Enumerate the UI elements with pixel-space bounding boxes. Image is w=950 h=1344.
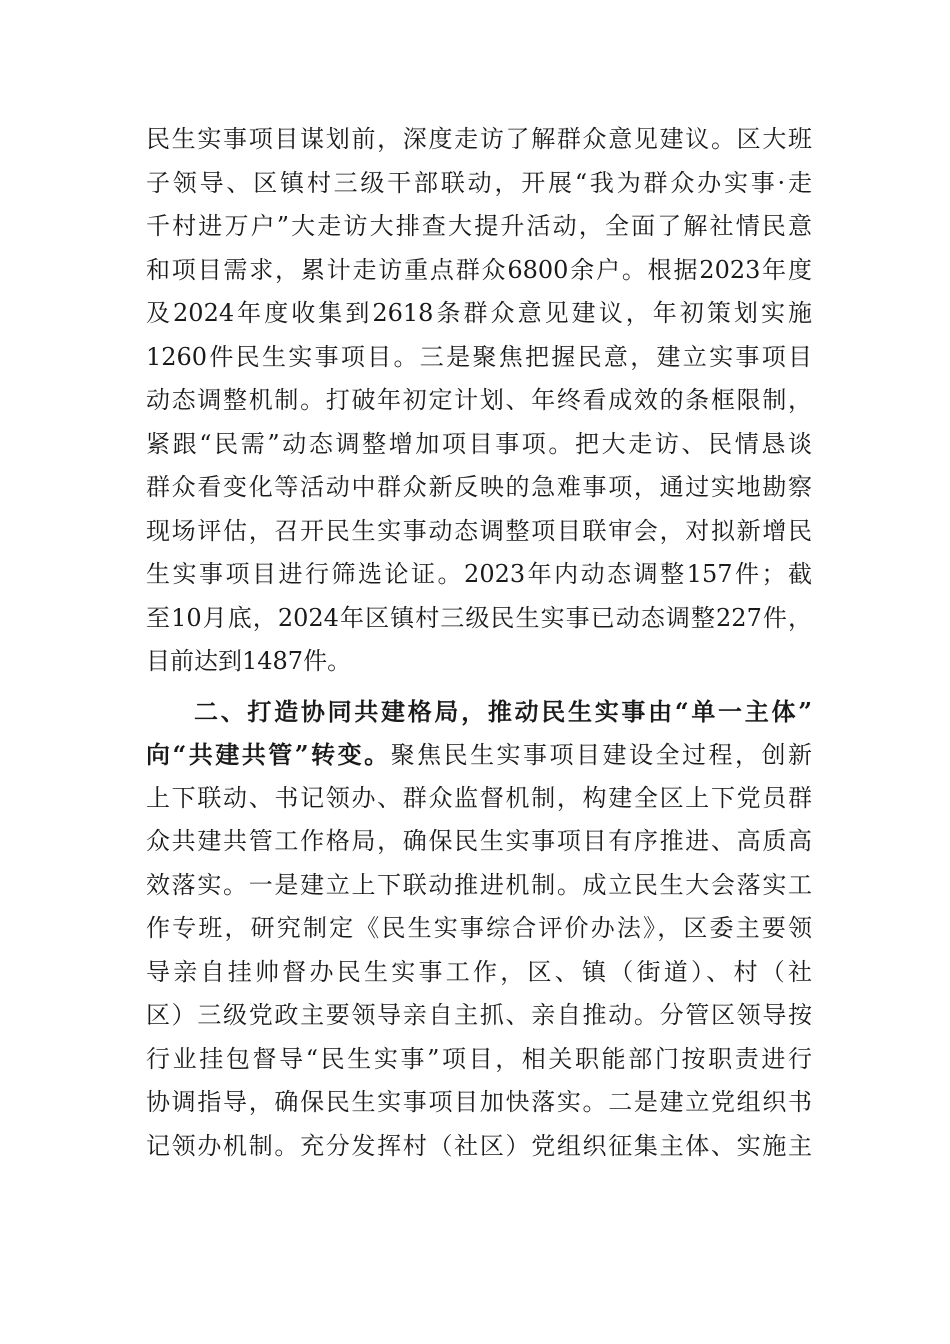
text-line: 1260件民生实事项目。三是聚焦把握民意，建立实事项目: [146, 342, 812, 371]
text-line: 紧跟“民需”动态调整增加项目事项。把大走访、民情恳谈: [146, 429, 812, 458]
text-line: 及2024年度收集到2618条群众意见建议，年初策划实施: [146, 299, 812, 327]
text-line: 和项目需求，累计走访重点群众6800余户。根据2023年度: [146, 255, 812, 284]
text-line: 众共建共管工作格局，确保民生实事项目有序推进、高质高: [146, 827, 812, 855]
paragraph-1: [146, 118, 812, 684]
text-line: 至10月底，2024年区镇村三级民生实事已动态调整227件，: [146, 603, 812, 632]
text-line: 群众看变化等活动中群众新反映的急难事项，通过实地勘察: [146, 473, 812, 501]
text-line: 效落实。一是建立上下联动推进机制。成立民生大会落实工: [146, 870, 812, 899]
text-line: 民生实事项目谋划前，深度走访了解群众意见建议。区大班: [146, 125, 812, 153]
text-span: 聚焦民生实事项目建设全过程，创新: [390, 741, 813, 769]
text-line: 生实事项目进行筛选论证。2023年内动态调整157件；截: [146, 560, 812, 588]
text-line: 动态调整机制。打破年初定计划、年终看成效的条框限制，: [146, 386, 812, 414]
text-line: 导亲自挂帅督办民生实事工作，区、镇（街道）、村（社: [146, 957, 812, 986]
text-line: [146, 733, 812, 777]
text-line: 子领导、区镇村三级干部联动，开展“我为群众办实事·走: [146, 168, 812, 197]
document-body: [146, 118, 812, 1168]
text-line: 区）三级党政主要领导亲自主抓、亲自推动。分管区领导按: [146, 1001, 812, 1029]
paragraph-2: [146, 690, 812, 1169]
text-line: 现场评估，召开民生实事动态调整项目联审会，对拟新增民: [146, 516, 812, 545]
section-heading-continuation: 向“共建共管”转变。: [146, 740, 391, 769]
text-line: 记领办机制。充分发挥村（社区）党组织征集主体、实施主: [146, 1131, 812, 1160]
text-line: 协调指导，确保民生实事项目加快落实。二是建立党组织书: [146, 1088, 812, 1116]
text-line: 目前达到1487件。: [146, 647, 352, 675]
text-line: 行业挂包督导“民生实事”项目，相关职能部门按职责进行: [146, 1044, 812, 1073]
text-line: 上下联动、书记领办、群众监督机制，构建全区上下党员群: [146, 783, 812, 812]
section-heading: 二、打造协同共建格局，推动民生实事由“单一主体”: [194, 696, 812, 726]
text-line: 千村进万户”大走访大排查大提升活动，全面了解社情民意: [146, 212, 812, 240]
text-line: 作专班，研究制定《民生实事综合评价办法》，区委主要领: [146, 914, 812, 942]
